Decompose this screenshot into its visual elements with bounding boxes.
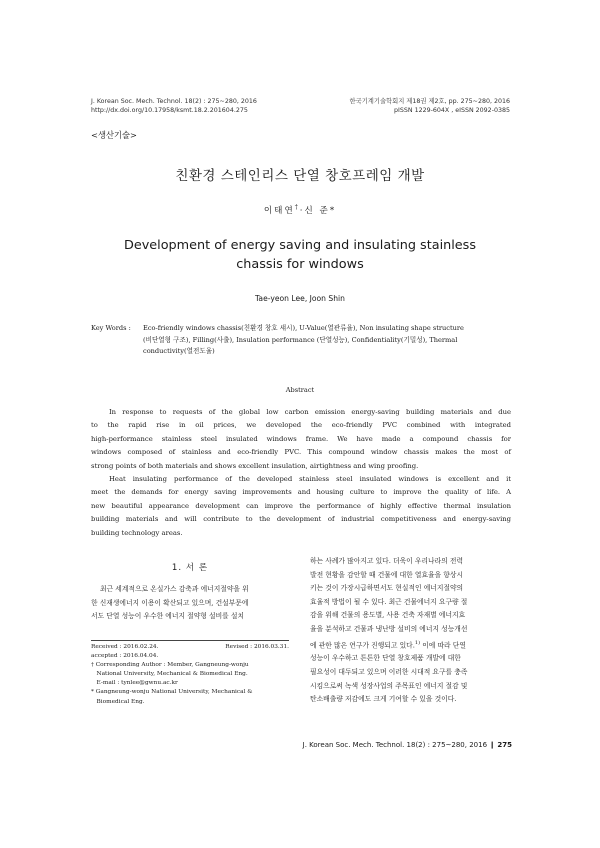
abstract-line: windows composed of stainless and eco-friendly PVC. This compound window chassis makes the most of — [91, 448, 511, 457]
reference-marker[interactable]: 1) — [414, 639, 421, 646]
issn-line: pISSN 1229-604X , eISSN 2092-0385 — [394, 106, 510, 114]
abstract-line: In response to requests of the global low carbon emission energy-saving building materials and due — [109, 408, 511, 416]
keywords-list — [143, 323, 513, 358]
body-line: 한 신재생에너지 이용이 확산되고 있으며, 건설부문에 — [91, 598, 249, 607]
footnote-line: † Corresponding Author : Member, Gangneung-wonju — [91, 662, 249, 669]
title-english — [0, 236, 600, 274]
body-line: 필요성이 대두되고 있으며 이러한 시대적 요구를 충족 — [310, 668, 468, 677]
abstract-line: to the rapid rise in oil prices, we developed the eco-friendly PVC combined with integrated — [91, 421, 511, 430]
body-line: 탄소배출량 저감에도 크게 기여할 수 있을 것이다. — [310, 695, 457, 704]
abstract-line: building materials and will contribute to the development of industrial competitiveness and energy-saving — [91, 515, 511, 524]
body-line: 서도 단열 성능이 우수한 에너지 절약형 설비를 설치 — [91, 612, 245, 621]
doi-link[interactable]: http://dx.doi.org/10.17958/ksmt.18.2.201604.275 — [91, 106, 248, 114]
footer-citation: J. Korean Soc. Mech. Technol. 18(2) : 275~280, 2016 — [302, 741, 488, 749]
corresponding-mark: † — [294, 204, 300, 212]
keywords-line: Eco-friendly windows chassis(친환경 창호 섀시), U-Value(열관류율), Non insulating shape structure — [143, 324, 464, 332]
left-column-text — [91, 583, 289, 624]
footnote-email[interactable]: E-mail : tynlee@gwnu.ac.kr — [91, 680, 178, 687]
revised-date: Revised : 2016.03.31. — [225, 644, 289, 650]
right-column-text — [310, 555, 512, 707]
body-line: 최근 세계적으로 온실가스 감축과 에너지절약을 위 — [100, 585, 249, 593]
abstract-paragraph-2 — [91, 473, 511, 540]
body-line: 감을 위해 건물의 용도별, 사용 건축 자재별 에너지효 — [310, 611, 466, 620]
journal-citation-line: J. Korean Soc. Mech. Technol. 18(2) : 275~280, 2016 — [91, 98, 257, 105]
abstract-line: new beautiful appearance development can improve the performance of highly effective thermal insulation — [91, 501, 511, 510]
footnote-line: Biomedical Eng. — [91, 698, 145, 705]
keywords-label: Key Words : — [91, 324, 131, 332]
body-line: 키는 것이 가장시급하면서도 현실적인 에너지절약의 — [310, 584, 464, 593]
footnotes — [91, 643, 289, 707]
abstract-paragraph-1 — [91, 406, 511, 473]
body-line: 효율적 방법이 될 수 있다. 최근 건물에너지 요구량 절 — [310, 597, 468, 606]
body-line: 시킴으로써 녹색 성장사업의 주목표인 에너지 절감 및 — [310, 681, 468, 690]
page-number: 275 — [497, 741, 512, 749]
abstract-line: high-performance stainless steel insulated windows frame. We have made a compound chassis for — [91, 434, 511, 443]
journal-issn — [344, 98, 510, 115]
body-line: 성능이 우수하고 튼튼한 단열 창호제품 개발에 대한 — [310, 654, 461, 663]
keywords-line: (비단열형 구조), Filling(사출), Insulation performance (단열성능), Confidentiality(기밀성), Thermal — [143, 335, 458, 344]
footnote-line: National University, Mechanical & Biomedical Eng. — [91, 671, 248, 678]
journal-citation — [91, 98, 257, 115]
footnote-line: * Gangneung-wonju National University, Mechanical & — [91, 689, 253, 696]
author-2: 신 준 — [304, 206, 330, 216]
category-label: <생산기술> — [91, 130, 137, 140]
title-korean: 친환경 스테인리스 단열 창호프레임 개발 — [175, 168, 425, 184]
abstract-line: building technology areas. — [91, 528, 183, 537]
body-line: 하는 사례가 많아지고 있다. 더욱이 우리나라의 전력 — [310, 557, 464, 565]
authors-korean — [0, 204, 600, 216]
body-line: 발전 현황을 감안할 때 건물에 대한 열효율을 향상시 — [310, 570, 464, 579]
body-line-text: 이에 따라 단열 — [420, 640, 466, 649]
section-title: 1. 서 론 — [171, 563, 209, 573]
title-english-line: Development of energy saving and insulating stainless — [123, 238, 477, 253]
journal-citation-ko: 한국기계기술학회지 제18권 제2호, pp. 275~280, 2016 — [349, 98, 510, 105]
affiliation-mark: * — [329, 206, 337, 216]
authors-english: Tae-yeon Lee, Joon Shin — [255, 294, 345, 303]
abstract-line: meet the demands for energy saving improvements and housing culture to improve the quality of life. A — [91, 488, 511, 497]
title-english-line: chassis for windows — [236, 257, 364, 272]
footnote-divider — [91, 640, 289, 641]
abstract-heading: Abstract — [285, 386, 315, 394]
abstract-line: strong points of both materials and shows excellent insulation, airtightness and wing proofing. — [91, 461, 419, 470]
author-1: 이태연 — [263, 206, 295, 216]
footer-separator: ❙ — [489, 741, 496, 749]
accepted-date: accepted : 2016.04.04. — [91, 653, 159, 660]
keywords-line: conductivity(열전도율) — [143, 347, 215, 355]
page-footer — [290, 741, 512, 749]
body-line-text: 에 관한 많은 연구가 진행되고 있다. — [310, 640, 415, 649]
abstract-line: Heat insulating performance of the developed stainless steel insulated windows is excellent and it — [109, 475, 511, 483]
received-date: Received : 2016.02.24. — [91, 644, 159, 650]
author-separator: · — [299, 206, 305, 216]
body-line: 율을 분석하고 건물과 냉난방 설비의 에너지 성능개선 — [310, 624, 468, 633]
body-line — [310, 637, 512, 653]
